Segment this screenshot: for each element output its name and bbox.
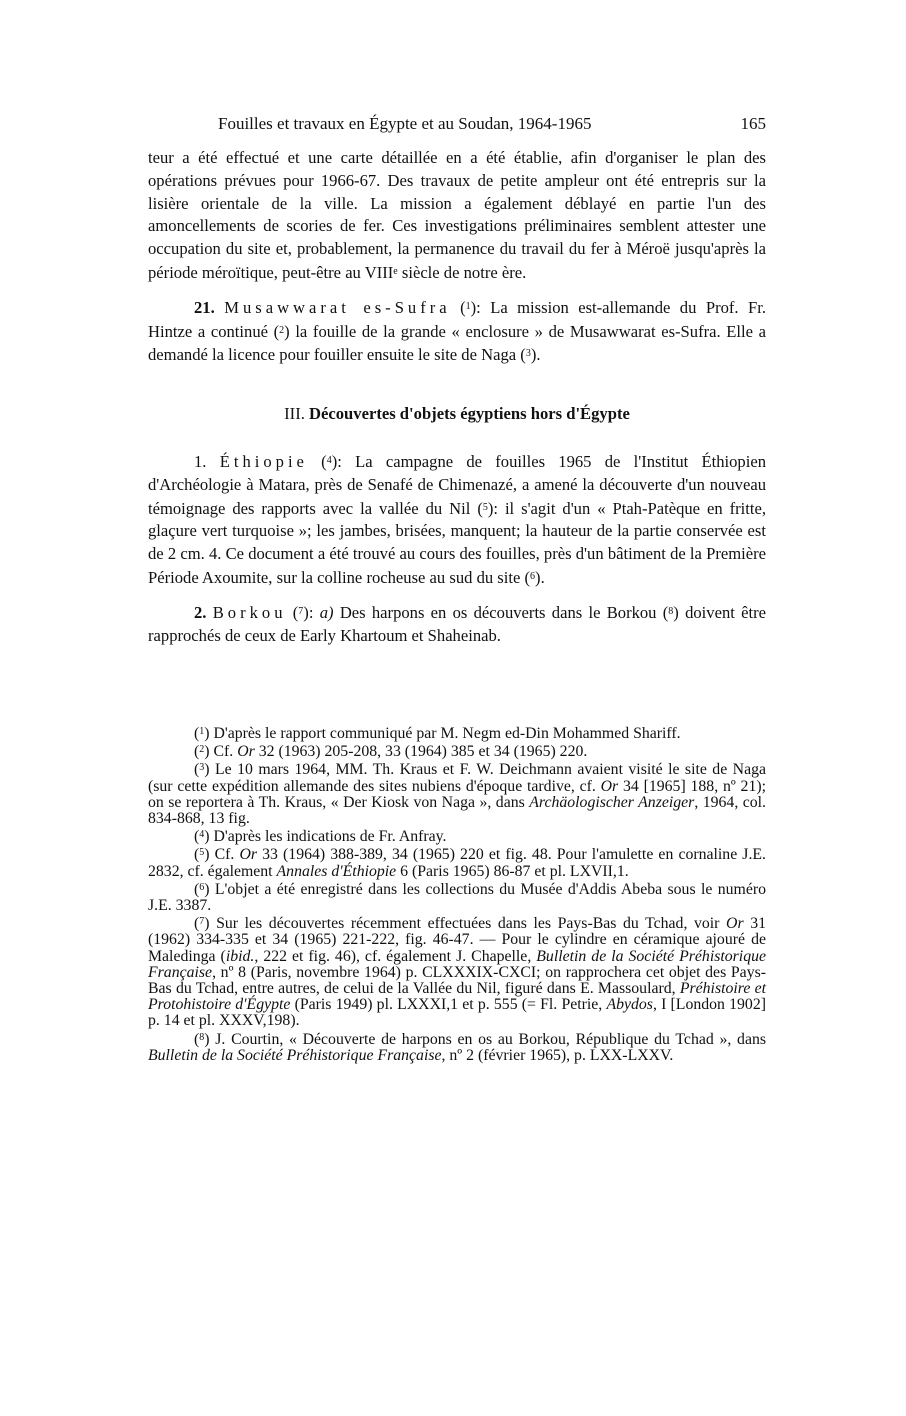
footnote-ref: 1 [465,300,471,312]
footnote-text: Le 10 mars 1964, MM. Th. Kraus et F. W. Deichmann avaient visité le site de Naga (sur cette expédition allemande des sites nubiens d'époque tardive, cf. [148,761,766,795]
footnote-text: Cf. [209,743,238,761]
footnote-number: 4 [199,829,205,841]
footnote-2: ($^2$) Cf. Or 32 (1963) 205-208, 33 (1964) 385 et 34 (1965) 220. [194,743,588,761]
footnote-ref: 4 [326,454,332,466]
footnote-7: ($^7$) Sur les découvertes récemment effectuées dans les Pays-Bas du Tchad, voir Or 31 (1962) 334-335 et 34 (1965) 221-222, fig. 46-47. — Pour le cylindre en céramique ajouré de Maledinga (ibid., 222 et fig. 46), cf. également J. Chapelle, Bulletin de la Société Préhistorique Française, nº 8 (Paris, novembre 1964) p. CLXXXIX-CXCI; on rapprochera cet objet des Pays-Bas du Tchad, entre autres, de celui de la Vallée du Nil, figuré dans E. Massoulard, Préhistoire et Protohistoire d'Égypte (Paris 1949) pl. LXXXI,1 et p. 555 (= Fl. Petrie, Abydos, I [London 1902] p. 14 et pl. XXXV,198). [148,915,766,1030]
footnote-text: (Paris 1949) pl. LXXXI,1 et p. 555 (= Fl. Petrie, [290,996,607,1014]
paragraph-borkou: 2. Borkou ($^7$): a) Des harpons en os découverts dans le Borkou ($^8$) doivent être rapprochés de ceux de Early Khartoum et Shaheinab. [148,602,766,645]
journal-title: Bulletin de la Société Préhistorique Française [148,1046,442,1064]
footnote-ref: 6 [530,570,536,582]
footnote-ref: 5 [482,501,488,513]
footnote-text: 34 [1965] 188, nº 21); on se reportera à Th. Kraus, « Der Kiosk von Naga », dans [148,777,766,811]
paragraph-text: : [308,602,320,622]
section-number: 1. [194,451,207,471]
section-number: 2. [194,602,207,622]
book-title: Abydos [606,996,653,1014]
page-number: 165 [740,114,766,133]
journal-title: Archäologischer Anzeiger [529,793,695,811]
paragraph-text: : La mission est-allemande du Prof. Fr. Hintze a continué [148,297,766,341]
paragraph-text: : La campagne de fouilles 1965 de l'Institut Éthiopien d'Archéologie à Matara, près de Senafé de Chimenazé, a amené la découverte d'un nouveau témoignage des rapports avec la vallée du Nil [148,451,766,518]
footnote-text: , nº 8 (Paris, novembre 1964) p. CLXXXIX-CXCI; on rapprochera cet objet des Pays-Bas du Tchad, entre autres, de celui de la Vallée du Nil, figuré dans E. Massoulard, [148,963,766,998]
paragraph-musawwarat: 21. Musawwarat es-Sufra ($^1$): La mission est-allemande du Prof. Fr. Hintze a continué ($^2$) la fouille de la grande « enclosure » de Musawwarat es-Sufra. Elle a demandé la licence pour fouiller ensuite le site de Naga ($^3$). [148,297,766,365]
section-numeral: III. [284,404,305,424]
book-title: Préhistoire et Protohistoire d'Égypte [148,980,766,1014]
footnote-number: 8 [199,1031,205,1043]
footnote-text: J. Courtin, « Découverte de harpons en os au Borkou, République du Tchad », dans [209,1030,766,1048]
footnote-number: 5 [199,847,205,859]
section-title: Découvertes d'objets égyptiens hors d'Égypte [309,404,630,424]
paragraph-text: ). [530,345,541,365]
footnote-text: 33 (1964) 388-389, 34 (1965) 220 et fig. 48. Pour l'amulette en cornaline J.E. 2832, cf. également [148,846,767,880]
footnote-text: 6 (Paris 1965) 86-87 et pl. LXVII,1. [396,862,629,880]
footnote-5: ($^5$) Cf. Or 33 (1964) 388-389, 34 (1965) 220 et fig. 48. Pour l'amulette en cornaline J.E. 2832, cf. également Annales d'Éthiopie 6 (Paris 1965) 86-87 et pl. LXVII,1. [148,846,767,880]
footnote-6: ($^6$) L'objet a été enregistré dans les collections du Musée d'Addis Abeba sous le numéro J.E. 3387. [148,880,766,915]
paragraph-text: ). [535,567,545,587]
site-title: Musawwarat es-Sufra [224,297,451,317]
journal-abbrev: Or [239,846,258,864]
footnote-text: 32 (1963) 205-208, 33 (1964) 385 et 34 (1965) 220. [254,743,588,761]
site-title: Borkou [212,602,287,622]
paragraph-text: : il s'agit d'un « Ptah-Patèque en fritte, glaçure vert turquoise »; les jambes, brisées, manquent; la hauteur de la partie conservée est de 2 cm. 4. Ce document a été trouvé au cours des fouilles, près d'un bâtiment de la Première Période Axoumite, sur la colline rocheuse au sud du site [148,498,766,587]
footnote-1: ($^1$) D'après le rapport communiqué par M. Negm ed-Din Mohammed Shariff. [194,725,681,742]
section-number: 21. [194,297,215,317]
footnote-text: , 1964, col. 834-868, 13 fig. [148,793,767,828]
footnote-text: D'après les indications de Fr. Anfray. [209,828,447,846]
paragraph-text: doivent être rapprochés de ceux de Early Khartoum et Shaheinab. [148,602,766,645]
section-heading [148,403,766,426]
journal-title: Annales d'Éthiopie [276,862,397,880]
footnote-ref: 2 [279,324,285,336]
paragraph-ethiopie: 1. Éthiopie ($^4$): La campagne de fouilles 1965 de l'Institut Éthiopien d'Archéologie à Matara, près de Senafé de Chimenazé, a amené la découverte d'un nouveau témoignage des rapports avec la vallée du Nil ($^5$): il s'agit d'un « Ptah-Patèque en fritte, glaçure vert turquoise »; les jambes, brisées, manquent; la hauteur de la partie conservée est de 2 cm. 4. Ce document a été trouvé au cours des fouilles, près d'un bâtiment de la Première Période Axoumite, sur la colline rocheuse au sud du site ($^6$). [148,451,766,587]
footnote-3: ($^3$) Le 10 mars 1964, MM. Th. Kraus et F. W. Deichmann avaient visité le site de Naga (sur cette expédition allemande des sites nubiens d'époque tardive, cf. Or 34 [1965] 188, nº 21); on se reportera à Th. Kraus, « Der Kiosk von Naga », dans Archäologischer Anzeiger, 1964, col. 834-868, 13 fig. [148,761,767,828]
footnote-8: ($^8$) J. Courtin, « Découverte de harpons en os au Borkou, République du Tchad », dans Bulletin de la Société Préhistorique Française, nº 2 (février 1965), p. LXX-LXXV. [148,1030,766,1064]
citation-ibid: ibid. [225,947,255,965]
site-title: Éthiopie [219,451,308,471]
running-title: Fouilles et travaux en Égypte et au Soudan, 1964-1965 [218,114,592,133]
journal-abbrev: Or [600,777,619,795]
footnote-text: , 222 et fig. 46), cf. également J. Chapelle, [254,947,537,965]
footnote-text: , nº 2 (février 1965), p. LXX-LXXV. [441,1046,674,1064]
footnote-text: D'après le rapport communiqué par M. Negm ed-Din Mohammed Shariff. [209,725,681,742]
paragraph-text: Des harpons en os découverts dans le Borkou [333,602,663,622]
footnote-number: 3 [199,762,205,774]
footnote-text: , I [London 1902] p. 14 et pl. XXXV,198). [148,996,766,1030]
paragraph-meroe [148,147,766,285]
footnote-4: ($^4$) D'après les indications de Fr. Anfray. [194,828,447,846]
footnote-ref: 3 [525,348,531,360]
list-marker: a) [319,602,334,622]
footnote-number: 2 [199,744,205,756]
footnote-number: 1 [199,726,205,737]
footnote-text: Cf. [209,846,240,864]
footnote-ref: 8 [668,605,674,617]
footnote-text: 31 (1962) 334-335 et 34 (1965) 221-222, fig. 46-47. — Pour le cylindre en céramique ajouré de Maledinga ( [148,915,766,965]
footnotes [148,724,766,1064]
journal-abbrev: Or [237,743,255,761]
footnote-number: 7 [199,916,205,928]
footnote-text: L'objet a été enregistré dans les collections du Musée d'Addis Abeba sous le numéro J.E. 3387. [148,880,766,915]
footnote-number: 6 [199,881,205,893]
paragraph-text: siècle de notre ère. [397,262,527,282]
journal-abbrev: Or [726,915,744,933]
running-head [148,114,766,138]
paragraph-text: la fouille de la grande « enclosure » de Musawwarat es-Sufra. Elle a demandé la licence pour fouiller ensuite le site de Naga [148,321,766,365]
paragraph-text: teur a été effectué et une carte détaillée en a été établie, afin d'organiser le plan des opérations prévues pour 1966-67. Des travaux de petite ampleur ont été entrepris sur la lisière orientale de la ville. La mission a également déblayé en partie l'un des amoncellements de scories de fer. Ces investigations préliminaires semblent attester une occupation du site et, probablement, la permanence du travail du fer à Méroë jusqu'après la période méroïtique, peut-être au VIII [148,148,766,282]
main-text [148,147,766,647]
footnote-text: Sur les découvertes récemment effectuées dans les Pays-Bas du Tchad, voir [209,915,727,933]
journal-title: Bulletin de la Société Préhistorique Française [148,947,766,981]
superscript: e [393,265,398,277]
footnote-ref: 7 [298,605,304,617]
